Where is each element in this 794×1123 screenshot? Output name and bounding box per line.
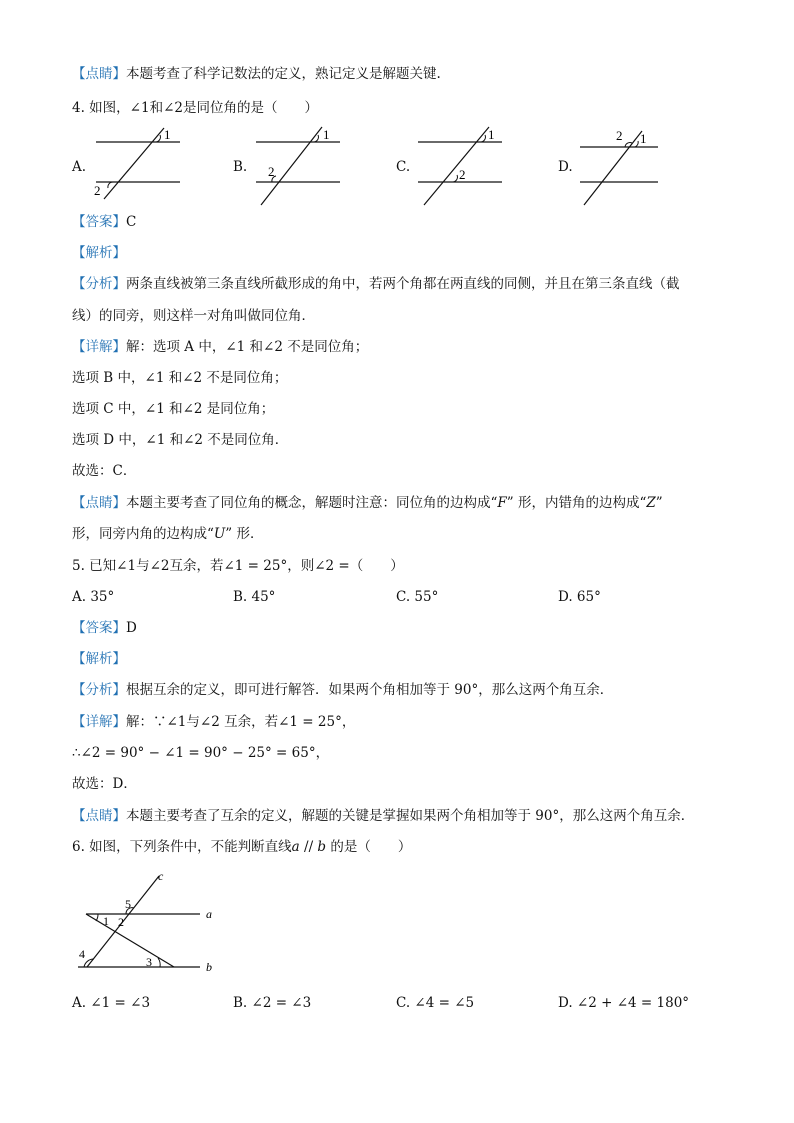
jiexi-tag: 【解析】 (72, 651, 126, 667)
fenxi-text-1: 两条直线被第三条直线所截形成的角中，若两个角都在两直线的同侧，并且在第三条直线（截 (126, 276, 680, 292)
q4-option-a-letter: A. (72, 159, 87, 175)
q6-option-a: A. ∠1 = ∠3 (72, 995, 151, 1011)
q4-option-c-letter: C. (396, 159, 411, 175)
xiangjie-tag: 【详解】 (72, 339, 126, 355)
q4-option-b-figure (250, 125, 350, 210)
q5-xiangjie-line1 (72, 712, 355, 732)
jiexi-tag: 【解析】 (72, 245, 126, 261)
q4-xiangjie-line1 (72, 337, 368, 357)
q6-stem-parallel: // (299, 839, 318, 855)
q4-option-d-figure (576, 125, 676, 210)
angle-1-label: 1 (103, 914, 109, 928)
xiangjie-text-1: 解：∵∠1与∠2 互余，若∠1 = 25°， (126, 714, 356, 730)
q4-dianjing-line2 (72, 524, 264, 544)
q4-fenxi-line1 (72, 274, 680, 294)
line-c-label: c (158, 869, 164, 883)
angle-2-label: 2 (459, 167, 466, 182)
q5-answer-line (72, 618, 137, 638)
q6-option-b: B. ∠2 = ∠3 (233, 995, 312, 1011)
dianjing-tag: 【点睛】 (72, 495, 126, 511)
q6-stem-b: b (317, 839, 327, 855)
fenxi-tag: 【分析】 (72, 276, 126, 292)
angle-1-label: 1 (640, 131, 647, 146)
letter-z: Z (646, 495, 656, 511)
q4-guxuan: 故选：C． (72, 463, 137, 479)
q6-stem-text-e: 的是（ ） (326, 839, 412, 855)
q4-stem: 4. 如图，∠1和∠2是同位角的是（ ） (72, 100, 318, 116)
q5-stem: 5. 已知∠1与∠2互余，若∠1 = 25°，则∠2 =（ ） (72, 558, 404, 574)
q6-figure (72, 868, 232, 980)
q4-dianjing-line1 (72, 493, 663, 513)
q5-fenxi-line (72, 680, 613, 700)
angle-1-label: 1 (488, 127, 495, 142)
q5-jiexi-tag (72, 649, 126, 669)
q4-jiexi-tag (72, 243, 126, 263)
q4-xiangjie-line4: 选项 D 中，∠1 和∠2 不是同位角． (72, 432, 289, 448)
angle-2-label: 2 (268, 164, 275, 179)
dianjing-text-2c: ” 形． (225, 526, 264, 542)
q4-option-a-figure (88, 125, 188, 205)
q6-option-c: C. ∠4 = ∠5 (396, 995, 475, 1011)
q5-xiangjie-line2: ∴∠2 = 90° − ∠1 = 90° − 25° = 65°， (72, 745, 330, 761)
q5-guxuan: 故选：D． (72, 776, 137, 792)
answer-tag: 【答案】 (72, 620, 126, 636)
xiangjie-text-1: 解：选项 A 中，∠1 和∠2 不是同位角； (126, 339, 369, 355)
dianjing-text-2a: 形，同旁内角的边构成“ (72, 526, 214, 542)
angle-2-label: 2 (94, 183, 101, 198)
dianjing-tag: 【点睛】 (72, 66, 126, 82)
angle-3-label: 3 (146, 955, 152, 969)
q6-stem-text-a: 6. 如图，下列条件中，不能判断直线 (72, 839, 292, 855)
line-b-label: b (206, 960, 212, 974)
q5-option-a: A. 35° (72, 589, 115, 605)
q6-stem (72, 837, 411, 857)
q5-dianjing-line (72, 806, 694, 826)
q4-answer-line (72, 212, 136, 232)
answer-tag: 【答案】 (72, 214, 126, 230)
xiangjie-tag: 【详解】 (72, 714, 126, 730)
q4-option-d-letter: D. (558, 159, 573, 175)
dianjing-text-a: 本题主要考查了同位角的概念，解题时注意：同位角的边构成“ (126, 495, 498, 511)
q3-dianjing-line (72, 64, 441, 84)
q4-fenxi-line2: 线）的同旁，则这样一对角叫做同位角． (72, 308, 315, 324)
letter-u: U (213, 526, 226, 542)
q4-xiangjie-line2: 选项 B 中，∠1 和∠2 不是同位角； (72, 370, 288, 386)
angle-2-label: 2 (118, 915, 124, 929)
letter-f: F (497, 495, 507, 511)
fenxi-text: 根据互余的定义，即可进行解答．如果两个角相加等于 90°，那么这两个角互余． (126, 682, 614, 698)
angle-5-label: 5 (125, 897, 131, 911)
line-a-label: a (206, 907, 212, 921)
angle-4-label: 4 (79, 947, 85, 961)
fenxi-tag: 【分析】 (72, 682, 126, 698)
angle-1-label: 1 (164, 127, 171, 142)
angle-2-label: 2 (616, 128, 623, 143)
q6-option-d: D. ∠2 + ∠4 = 180° (558, 995, 690, 1011)
answer-value: D (126, 620, 137, 636)
q5-option-d: D. 65° (558, 589, 601, 605)
answer-value: C (126, 214, 137, 230)
q4-option-b-letter: B. (233, 159, 248, 175)
q4-option-c-figure (414, 125, 514, 210)
dianjing-tag: 【点睛】 (72, 808, 126, 824)
angle-1-label: 1 (323, 127, 330, 142)
dianjing-text: 本题考查了科学记数法的定义，熟记定义是解题关键. (126, 66, 441, 82)
q4-xiangjie-line3: 选项 C 中，∠1 和∠2 是同位角； (72, 401, 275, 417)
q5-option-c: C. 55° (396, 589, 439, 605)
dianjing-text-c: ” 形，内错角的边构成“ (506, 495, 647, 511)
q6-stem-a: a (291, 839, 300, 855)
q5-option-b: B. 45° (233, 589, 276, 605)
dianjing-text: 本题主要考查了互余的定义，解题的关键是掌握如果两个角相加等于 90°，那么这两个角互余． (126, 808, 695, 824)
dianjing-text-e: ” (655, 495, 663, 511)
